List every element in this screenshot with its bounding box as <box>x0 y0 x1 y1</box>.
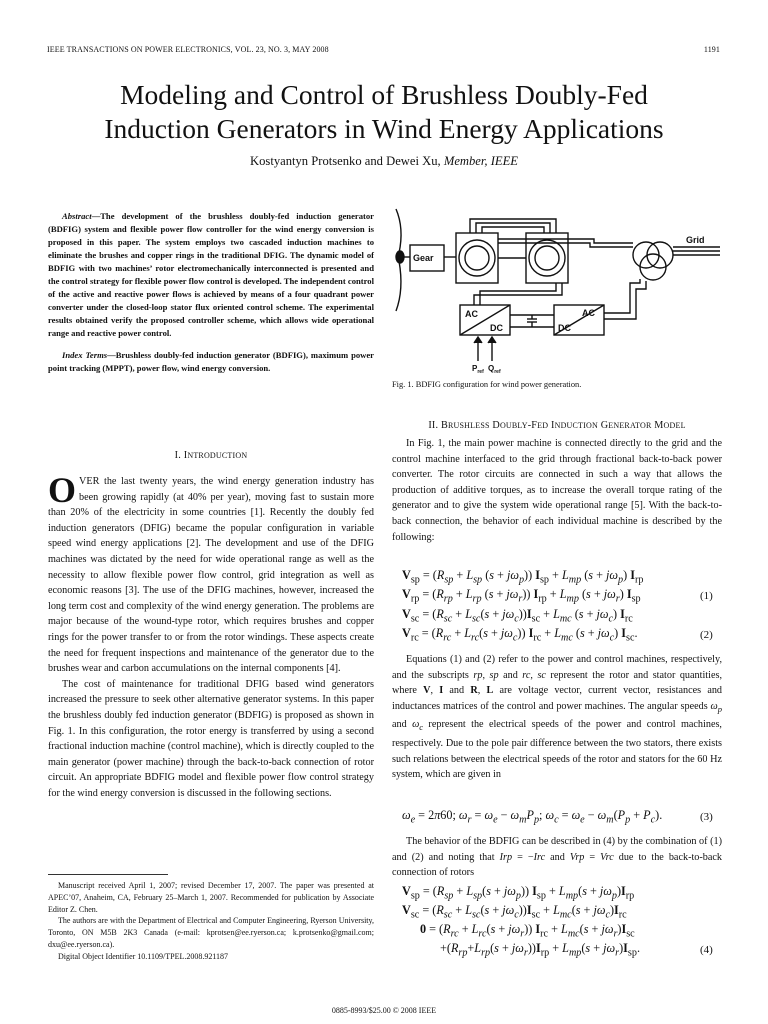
drop-cap: O <box>48 470 77 510</box>
section-1-body <box>48 470 374 801</box>
transformer-winding-2 <box>647 242 673 268</box>
title-line-2: Induction Generators in Wind Energy Applications <box>104 113 664 144</box>
grid-label: Grid <box>686 235 705 245</box>
s2-p2-part-b: represent the rotor and stator quantities, where <box>392 669 722 697</box>
equation-4-number: (4) <box>700 944 713 956</box>
footnote-manuscript: Manuscript received April 1, 2007; revised December 17, 2007. The paper was presented at APEC’07, Anaheim, CA, February 25–March 1, 2007. Recommended for publication by Associate Editor Z. Chen. <box>48 881 374 914</box>
index-terms-text: —Brushless doubly-fed induction generator (BDFIG), maximum power point tracking (MPPT), power flow, wind energy conversion. <box>48 350 374 373</box>
transformer-winding-3 <box>640 254 666 280</box>
section-1-heading <box>48 450 374 461</box>
s2-w4-first: I <box>551 420 555 431</box>
section-2-heading <box>392 420 722 431</box>
equation-3: $\omega_e = 2\pi 60$; $\omega_r = \omega_e - \omega_mP_p$; $\omega_c = \omega_e - \omega_m(P_p + P_c)$. <box>402 808 663 826</box>
copyright-line: 0885-8993/$25.00 © 2008 IEEE <box>331 1006 437 1015</box>
equation-4c: $0 = (R_{rc} + L_{rc}(s + j\omega_r)) I_{rc} + L_{mc}(s + j\omega_r)I_{sc}$ <box>420 922 635 940</box>
section-2-paragraph-2: Equations (1) and (2) refer to the power and control machines, respectively, and the subscripts rp, sp and rc, sc represent the rotor and stator quantities, where V, I and R, L are voltage vector, current vector, resistances and inductances matrices of the control and power machines. The angular speeds $\omega_p$ and $\omega_c$ represent the electrical speeds of the power and control machines, respectively. Due to the pole pair difference between the two stators, there exists such relations between the electrical speeds of the rotor and stators for the 60 Hz system, which are given in <box>392 654 723 781</box>
footnote-doi: Digital Object Identifier 10.1109/TPEL.2008.921187 <box>58 951 229 961</box>
transformer-winding-1 <box>633 242 659 268</box>
index-terms-label: Index Terms <box>62 350 108 360</box>
pref-label-sub: ref <box>477 369 484 375</box>
title-line-1: Modeling and Control of Brushless Doubly-Fed <box>120 79 648 110</box>
equation-1a: $V_{sp} = (R_{sp} + L_{sp}$ $(s + j\omega_p)$) $I_{sp} + L_{mp}$ $(s + j\omega_p)$ $I_{rp}$ <box>402 568 644 586</box>
footnote-rule <box>48 874 168 875</box>
s2-p3-part-a: The behavior of the BDFIG can be described in (4) by the combination of (1) and (2) and noting that <box>392 836 722 863</box>
s2-p2-part-c: are voltage vector, current vector, resistances and inductances matrices of the control and power machines. The angular speeds <box>392 685 723 712</box>
s2-p3-part-c: due to the back-to-back connection of rotors <box>392 851 723 879</box>
abstract <box>48 210 374 375</box>
paper-title <box>40 78 728 146</box>
section-1-number: I. <box>174 450 181 461</box>
turbine-blade-bottom <box>396 261 401 311</box>
s2-w2-rest: OUBLY <box>499 421 528 430</box>
intro-paragraph-2: The cost of maintenance for traditional DFIG based wind generators increased the pressure to seek other alternative generator systems. In this paper the brushless doubly fed induction generator (BDFIG) is proposed as shown in Fig. 1. In this configuration, the rotor energy is transferred by using a second fractional induction machine (control machine), which is directly coupled to the main generator (power machine) through the back-to-back connection of rotor circuit. An appropriate BDFIG model and flexible power flow control strategy for the wind energy conversion is discussed in the following sections. <box>48 678 374 799</box>
turbine-blade-top <box>396 209 401 253</box>
section-1-heading-rest: NTRODUCTION <box>187 451 248 460</box>
s2-w1-rest: RUSHLESS <box>448 421 490 430</box>
author-names: Kostyantyn Protsenko and Dewei Xu, <box>250 154 441 168</box>
dc-left-label: DC <box>490 323 503 333</box>
abstract-label: Abstract <box>62 211 92 221</box>
qref-label-main: Q <box>488 364 495 373</box>
qref-label-sub: ref <box>494 369 501 375</box>
page-number: 1191 <box>703 45 720 54</box>
s2-p2-part-a: Equations (1) and (2) refer to the power and control machines, respectively, and the subscripts <box>392 654 722 681</box>
section-1-heading-initial: I <box>183 450 188 461</box>
dc-right-label: DC <box>558 323 571 333</box>
equation-4a: $V_{sp} = (R_{sp} + L_{sp}(s + j\omega_p)) I_{sp} + L_{mp}(s + j\omega_p)I_{rp}$ <box>402 884 635 902</box>
s2-w5-first: G <box>600 420 609 431</box>
running-head: IEEE TRANSACTIONS ON POWER ELECTRONICS, VOL. 23, NO. 3, MAY 2008 <box>47 45 329 54</box>
equation-1b: $V_{rp} = (R_{rp} + L_{rp}$ $(s + j\omega_r)$) $I_{rp} + L_{mp}$ $(s + j\omega_r)$ $I_{sp}$ <box>402 587 641 605</box>
s2-w4-rest: NDUCTION <box>554 421 598 430</box>
ac-left-label: AC <box>465 309 478 319</box>
s2-p2-part-d: represent the electrical speeds of the power and control machines, respectively. Due to the pole pair difference between the two stators, there exists such relations between the electrical speeds of the rotor and stators for the 60 Hz system, which are given in <box>392 719 722 781</box>
gear-label: Gear <box>413 253 434 263</box>
ac-right-label: AC <box>582 308 595 318</box>
s2-w5-rest: ENERATOR <box>608 421 652 430</box>
section-2-number: II. <box>428 420 439 431</box>
s2-w1-first: B <box>441 420 448 431</box>
equation-3-number: (3) <box>700 811 713 823</box>
pref-label-main: P <box>472 364 478 373</box>
section-2-paragraph-1 <box>392 436 722 545</box>
equation-4d: $+(R_{rp}+L_{rp}(s + j\omega_r))I_{rp} + L_{mp}(s + j\omega_r)I_{sp}$. <box>440 941 640 959</box>
equation-1-number: (1) <box>700 590 713 602</box>
s2-p3-part-b: and <box>545 851 570 863</box>
footnote-affiliation: The authors are with the Department of Electrical and Computer Engineering, Ryerson University, Toronto, ON M5B 2K3 Canada (e-mail: kprotsen@ee.ryerson.ca; k.protsenko@gmail.com; dxu@ee.ryerson.ca). <box>48 916 374 949</box>
equation-4b: $V_{sc} = (R_{sc} + L_{sc}(s + j\omega_c))I_{sc} + L_{mc}(s + j\omega_c)I_{rc}$ <box>402 903 627 921</box>
figure-1-diagram <box>390 203 720 375</box>
s2-w6-first: M <box>654 420 664 431</box>
s2-w3-rest: ED <box>537 421 549 430</box>
s2-paragraph-1-text: In Fig. 1, the main power machine is connected directly to the grid and the control machine interfaced to the grid through fractional back-to-back power converter. The rotor circuits are connected in such a way that allows the production of additive torques, as to increase the overall torque rating of the generator and to give the system wide operational range [5]. With the back-to-back connection, the behavior of each individual machine is described by the following: <box>392 438 722 543</box>
s2-w3-first: -F <box>527 420 538 431</box>
s2-w2-first: D <box>492 420 500 431</box>
footnote <box>48 880 374 963</box>
figure-1-caption: Fig. 1. BDFIG configuration for wind power generation. <box>392 380 582 389</box>
qref-label <box>488 364 501 375</box>
author-line <box>40 154 728 169</box>
intro-paragraph-1: VER the last twenty years, the wind energy generation industry has been growing rapidly (at 40% per year), moving fast to sustain more than 20% of the electricity in some countries [1]. Recently the doubly fed induction generators (DFIG) became the popular configuration in variable speed wind energy applications [2]. The development and use of the DFIG machines was dictated by the need for wide operational range as well as the necessity to allow flexible power flow control, grid integration as well as economic reasons [3]. The use of the DFIG machines, however, increased the long term cost and complexity of the wind energy generation. The problems are major because of the wound-type rotor, which requires brushes and copper rings for the power transfer to or from the rotor windings. These aspects create the need for frequent inspections and maintenance of the generator due to the brushes wear and carbon accumulations on the internal components [4]. <box>48 476 374 675</box>
pref-label <box>472 364 484 375</box>
equation-2-number: (2) <box>700 629 713 641</box>
equation-2b: $V_{rc} = (R_{rc} + L_{rc}(s + j\omega_c)) I_{rc} + L_{mc}$ $(s + j\omega_c)$ $I_{sc}$. <box>402 626 638 644</box>
section-2-paragraph-3: The behavior of the BDFIG can be described in (4) by the combination of (1) and (2) and noting that Irp = −Irc and Vrp = Vrc due to the back-to-back connection of rotors <box>392 836 723 879</box>
equation-2a: $V_{sc} = (R_{sc} + L_{sc}(s + j\omega_c))I_{sc} + L_{mc}$ $(s + j\omega_c)$ $I_{rc}$ <box>402 607 633 625</box>
turbine-hub <box>396 251 404 263</box>
author-membership: Member, IEEE <box>443 154 518 168</box>
abstract-text: —The development of the brushless doubly-fed induction generator (BDFIG) system and flexible power flow controller for the wind energy conversion is proposed in this paper. The system employs two cascaded induction machines to eliminate the brushes and copper rings in the traditional DFIG. The dynamic model of BDFIG with two machines’ rotor electromechanically interconnected is presented and the control strategy for flexible power flow control is developed. The independent control of the active and reactive power flows is achieved by means of a four quadrant power converter under the closed-loop stator flux oriented control scheme. The experimental results obtained verify the proposed controller scheme, which allows wide operational range and reactive power control. <box>48 211 374 338</box>
s2-w6-rest: ODEL <box>663 421 686 430</box>
